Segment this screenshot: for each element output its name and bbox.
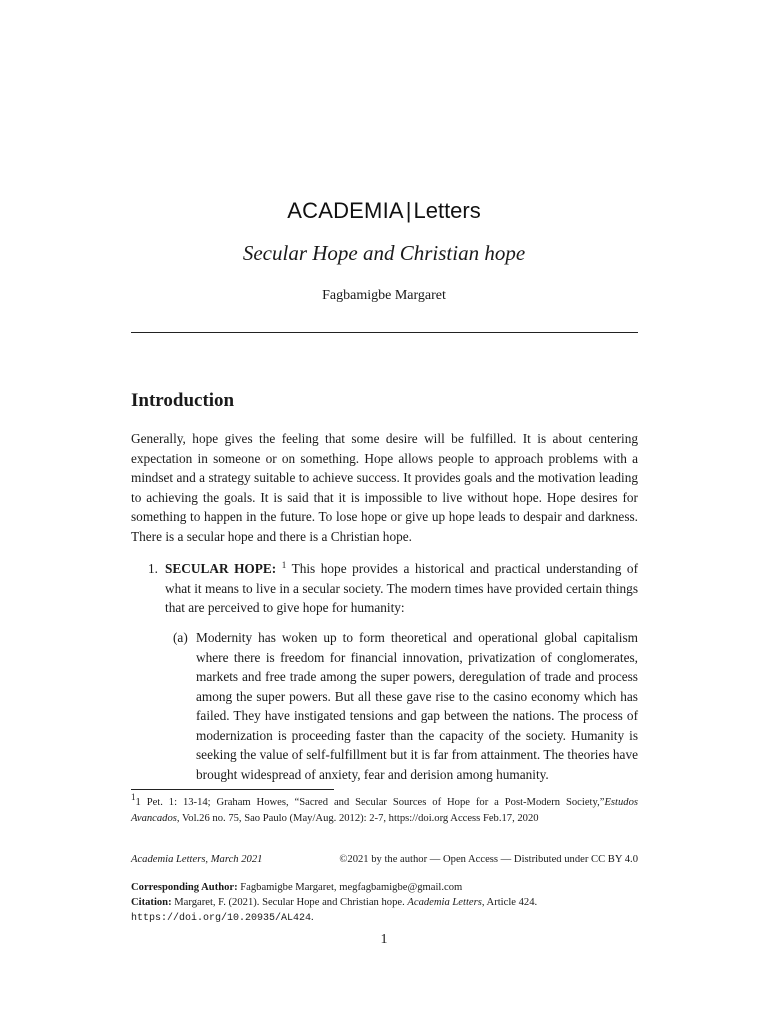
footer-license: ©2021 by the author — Open Access — Distributed under CC BY 4.0 <box>339 854 638 865</box>
footnote-journal: Estudos Avancados <box>131 797 638 824</box>
footnote-mark: 1 <box>131 792 136 802</box>
citation-line <box>131 895 638 910</box>
sub-list-item-text: Modernity has woken up to form theoretical and operational global capitalism where there is freedom for financial innovation, privatization of conglomerates, markets and free trade among the super powers, deregulation of trade and process among the super powers. But all these gave rise to the casino economy which has failed. They have instigated tensions and gap between the nations. The process of modernization is proceeding faster than the capacity of the society. Humanity is seeking the value of self-fulfillment but it is far from attainment. The theories have brought widespread of anxiety, fear and derision among humanity. <box>196 630 638 782</box>
journal-section: Letters <box>413 198 481 223</box>
footnote-divider <box>131 789 334 790</box>
journal-brand: ACADEMIA <box>287 198 404 223</box>
footnote-text: 1 Pet. 1: 13-14; Graham Howes, “Sacred and Secular Sources of Hope for a Post-Modern Society,” <box>135 797 605 808</box>
page-number: 1 <box>380 932 388 947</box>
paper-title: Secular Hope and Christian hope <box>242 241 526 265</box>
citation-label: Citation: <box>131 897 172 908</box>
paper-author: Fagbamigbe Margaret <box>322 288 446 303</box>
section-heading-introduction: Introduction <box>131 390 235 411</box>
doi-link[interactable]: https://doi.org/10.20935/AL424 <box>131 913 312 924</box>
masthead-separator: | <box>405 198 412 223</box>
footer-journal-date: Academia Letters, March 2021 <box>131 854 263 865</box>
citation-journal: Academia Letters <box>407 897 482 908</box>
title-divider <box>131 332 638 333</box>
journal-masthead <box>0 198 768 224</box>
citation-tail: , Article 424. <box>481 897 538 908</box>
article-metadata <box>131 880 638 926</box>
list-item-body <box>165 559 638 618</box>
footnote-text-tail: , Vol.26 no. 75, Sao Paulo (May/Aug. 2012): 2-7, https://doi.org Access Feb.17, 2020 <box>176 813 539 824</box>
corresponding-author-label: Corresponding Author: <box>131 882 238 893</box>
list-number: 1. <box>148 561 158 576</box>
footnote-reference[interactable]: 1 <box>281 560 287 570</box>
list-item-text: This hope provides a historical and practical understanding of what it means to live in a secular society. The modern times have provided certain things that are perceived to give hope for humanity: <box>165 561 638 615</box>
sub-list-marker: (a) <box>173 630 188 645</box>
list-item-label: SECULAR HOPE: <box>165 561 277 576</box>
corresponding-author-line <box>131 880 638 895</box>
intro-paragraph: Generally, hope gives the feeling that some desire will be fulfilled. It is about centering expectation in someone or on something. Hope allows people to approach problems with a mindset and a strategy suitable to achieve success. It provides goals and the motivation leading to achieving the goals. It is said that it is impossible to live without hope. Hope desires for something to happen in the future. To lose hope or give up hope leads to despair and darkness. There is a secular hope and there is a Christian hope. <box>131 431 638 544</box>
citation-value: Margaret, F. (2021). Secular Hope and Christian hope. <box>171 897 408 908</box>
doi-line <box>131 910 638 926</box>
footnote <box>131 792 638 827</box>
corresponding-author-value[interactable]: Fagbamigbe Margaret, megfagbamigbe@gmail.com <box>237 882 463 893</box>
doi-tail: . <box>311 912 314 923</box>
